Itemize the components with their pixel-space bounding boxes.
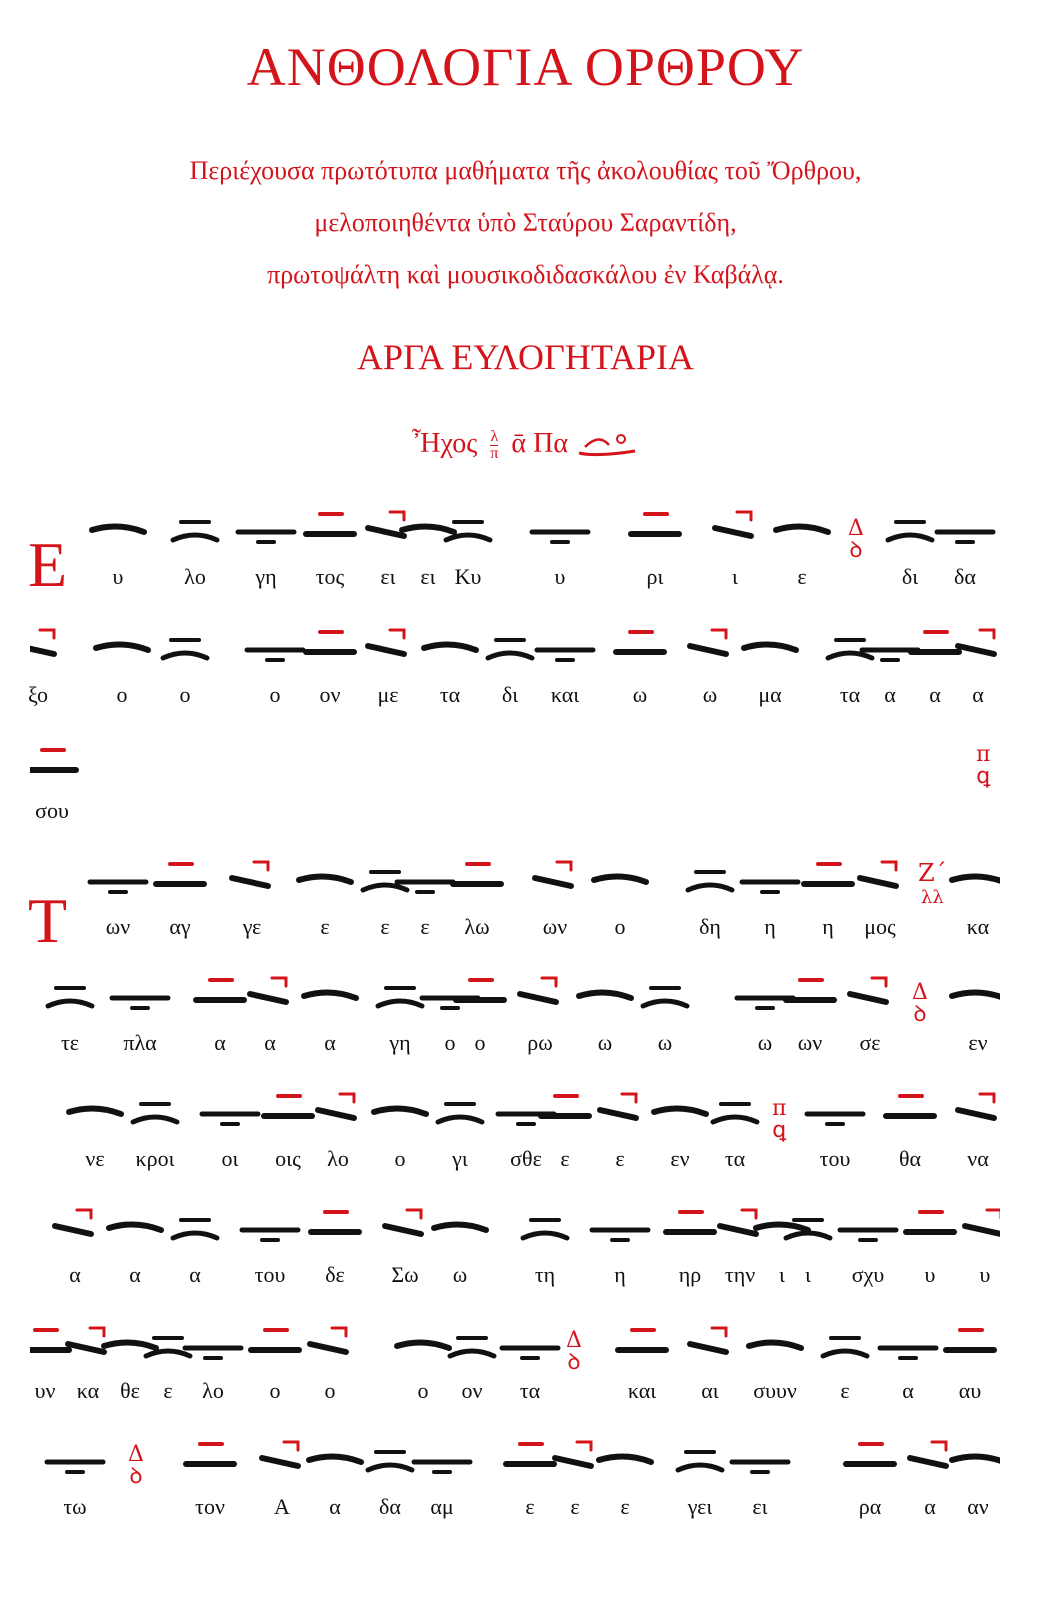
neume-stroke [786,1233,830,1238]
lyric-line-3 [30,798,1000,832]
neume-stroke [30,646,54,654]
martyria-delta-1: Δ ꝺ [848,516,864,563]
martyria-delta-4: Δ ꝺ [128,1442,144,1489]
lyric-syllable: και [550,682,580,707]
lyric-syllable: δα [379,1494,401,1519]
neume-stroke [310,1344,346,1352]
neume-stroke [987,1210,1000,1218]
lyric-syllable: γη [255,564,277,589]
lyric-syllable: ε [320,914,330,939]
lyric-syllable: τα [519,1378,541,1403]
neume-staff-4 [30,850,1000,910]
lyric-syllable: οι [221,1146,239,1171]
lyric-syllable: τη [534,1262,556,1287]
lyric-syllable: ο [324,1378,336,1403]
lyric-syllable: α [129,1262,141,1287]
lyric-syllable: ο [179,682,191,707]
neume-stroke [163,653,207,658]
lyric-syllable: λο [202,1378,224,1403]
mode-note: Πα [533,428,568,459]
lyric-syllable: υν [34,1378,56,1403]
lyric-syllable: ο [269,682,281,707]
lyric-syllable: α [972,682,984,707]
lyric-line-7 [30,1262,1000,1296]
lyric-syllable: ον [461,1378,483,1403]
lyric-syllable: ι [779,1262,785,1287]
lyric-syllable: ξο [28,682,48,707]
neume-staff-7 [30,1198,1000,1258]
initial-tau: Τ [28,885,68,956]
lyric-syllable: ρι [646,564,664,589]
neume-stroke [77,1210,91,1218]
lyric-syllable: ο [116,682,128,707]
lyric-syllable: κα [966,914,990,939]
lyric-syllable: η [614,1262,626,1287]
lyric-syllable: τα [724,1146,746,1171]
lyric-syllable: εν [670,1146,690,1171]
neume-stroke [407,1210,421,1218]
lyric-syllable: εν [968,1030,988,1055]
neume-stroke [599,1456,651,1462]
neume-stroke [146,1351,190,1356]
lyric-syllable: γη [389,1030,411,1055]
lyric-syllable: ει [420,564,436,589]
lyric-syllable: ει [752,1494,768,1519]
lyric-line-6 [30,1146,1000,1180]
lyric-syllable: δε [325,1262,345,1287]
lyric-syllable: Α [274,1494,290,1519]
neume-stroke [600,1110,636,1118]
lyric-syllable: ε [420,914,430,939]
neume-stroke [690,646,726,654]
lyric-syllable: ε [620,1494,630,1519]
neume-staff-svg [30,850,1000,910]
lyric-syllable: υ [924,1262,936,1287]
neume-stroke [952,876,1000,882]
lyric-syllable: αν [967,1494,989,1519]
neume-stroke [69,1108,121,1114]
lyric-syllable: ε [840,1378,850,1403]
neume-stroke [424,644,476,650]
lyric-syllable: ω [657,1030,673,1055]
neume-stroke [523,1233,567,1238]
neume-stroke [932,1442,946,1450]
lyric-syllable: σε [859,1030,881,1055]
lyric-syllable: ε [570,1494,580,1519]
lyric-syllable: ο [474,1030,486,1055]
lyric-syllable: υ [979,1262,991,1287]
neume-stroke [776,526,828,532]
lyric-syllable: τα [839,682,861,707]
neume-stroke [385,1226,421,1234]
neume-stroke [958,646,994,654]
lyric-syllable: Σω [391,1262,419,1287]
lyric-syllable: δι [501,682,519,707]
neume-stroke [860,878,896,886]
neume-stroke [542,978,556,986]
lyric-syllable: ω [757,1030,773,1055]
neume-stroke [262,1458,298,1466]
subtitle [0,145,1051,301]
neume-stroke [678,1465,722,1470]
lyric-syllable: λο [184,564,206,589]
neume-staff-9 [30,1430,1000,1490]
neume-stroke [488,653,532,658]
lyric-syllable: α [324,1030,336,1055]
neume-stroke [133,1117,177,1122]
neume-stroke [712,1328,726,1336]
neume-stroke [368,646,404,654]
mode-fraction [490,429,498,462]
lyric-syllable: μος [864,914,896,939]
neume-stroke [390,512,404,520]
lyric-syllable: τα [439,682,461,707]
neume-stroke [446,535,490,540]
lyric-syllable: ε [163,1378,173,1403]
neume-stroke [872,978,886,986]
neume-staff-svg [30,1316,1000,1376]
neume-stroke [299,876,351,882]
lyric-line-4 [30,914,1000,948]
neume-stroke [594,876,646,882]
neume-stroke [397,1342,449,1348]
lyric-syllable: ω [632,682,648,707]
neume-stroke [828,653,872,658]
lyric-syllable: σθε [510,1146,542,1171]
neume-stroke [40,630,54,638]
mode-phthora-icon [575,431,639,461]
lyric-syllable: θα [898,1146,922,1171]
neume-stroke [450,1351,494,1356]
subtitle-line-1: Περιέχουσα πρωτότυπα μαθήματα τῆς ἀκολουθίας τοῦ Ὄρθρου, [189,156,862,185]
neume-stroke [104,1342,156,1348]
neume-stroke [390,630,404,638]
mode-fraction-bottom: π [490,445,499,463]
neume-stroke [952,1456,1000,1462]
neume-stroke [173,535,217,540]
neume-stroke [232,878,268,886]
martyria-zeta: Ζ΄ λλ [918,859,947,908]
neume-staff-6 [30,1082,1000,1142]
neume-stroke [96,644,148,650]
neume-stroke [720,1226,756,1234]
lyric-syllable: Κυ [454,564,482,589]
neume-stroke [304,992,356,998]
neume-stroke [749,1342,801,1348]
neume-stroke [535,878,571,886]
lyric-syllable: κροι [135,1146,175,1171]
neume-stroke [434,1224,486,1230]
lyric-syllable: ο [394,1146,406,1171]
lyric-syllable: μα [758,682,782,707]
neume-stroke [284,1442,298,1450]
neume-stroke [92,526,144,532]
lyric-syllable: ω [702,682,718,707]
lyric-syllable: συυν [753,1378,797,1403]
lyric-syllable: α [214,1030,226,1055]
mode-fraction-top: λ [490,428,499,446]
neume-stroke [742,1210,756,1218]
lyric-syllable: ρω [527,1030,553,1055]
lyric-syllable: γει [687,1494,713,1519]
neume-stroke [555,1458,591,1466]
lyric-line-9 [30,1494,1000,1528]
lyric-syllable: α [329,1494,341,1519]
lyric-syllable: ο [417,1378,429,1403]
lyric-syllable: ε [615,1146,625,1171]
neume-stroke [643,1001,687,1006]
lyric-syllable: τος [315,564,345,589]
lyric-syllable: με [377,682,399,707]
neume-stroke [254,862,268,870]
lyric-syllable: η [822,914,834,939]
lyric-syllable: δι [901,564,919,589]
mode-signature [0,428,1051,462]
lyric-syllable: ο [614,914,626,939]
lyric-syllable: την [724,1262,756,1287]
lyric-syllable: ηρ [678,1262,702,1287]
neume-stroke [756,1224,808,1230]
lyric-syllable: του [254,1262,286,1287]
neume-stroke [850,994,886,1002]
lyric-syllable: ων [542,914,568,939]
section-title: ΑΡΓΑ ΕΥΛΟΓΗΤΑΡΙΑ [357,337,694,377]
lyric-syllable: να [967,1146,989,1171]
neume-stroke [579,992,631,998]
neume-stroke [823,1351,867,1356]
lyric-line-8 [30,1378,1000,1412]
lyric-syllable: ρα [858,1494,882,1519]
neume-stroke [109,1224,161,1230]
neume-stroke [368,528,404,536]
neume-stroke [272,978,286,986]
neume-staff-3 [30,736,1000,796]
lyric-syllable: ε [797,564,807,589]
lyric-syllable: ο [444,1030,456,1055]
lyric-syllable: πλα [123,1030,157,1055]
lyric-line-2 [30,682,1000,716]
lyric-syllable: αγ [169,914,191,939]
neume-stroke [318,1110,354,1118]
neume-stroke [712,630,726,638]
neume-stroke [622,1094,636,1102]
lyric-syllable: του [819,1146,851,1171]
neume-stroke [688,885,732,890]
lyric-syllable: ι [805,1262,811,1287]
neume-staff-svg [30,1082,1000,1142]
lyric-syllable: ε [560,1146,570,1171]
lyric-syllable: αυ [958,1378,982,1403]
lyric-syllable: ει [380,564,396,589]
lyric-syllable: η [764,914,776,939]
martyria-pi-2: π ꝗ [772,1096,787,1143]
neume-stroke [965,1226,1000,1234]
subtitle-line-2: μελοποιηθέντα ὑπὸ Σταύρου Σαραντίδη, [314,208,737,237]
neume-stroke [952,992,1000,998]
lyric-syllable: α [189,1262,201,1287]
lyric-syllable: δη [699,914,721,939]
lyric-syllable: ω [597,1030,613,1055]
lyric-syllable: θε [120,1378,140,1403]
lyric-syllable: δα [954,564,976,589]
lyric-syllable: τε [60,1030,80,1055]
neume-stroke [910,1458,946,1466]
neume-stroke [250,994,286,1002]
mode-word: Ἦχος [412,428,478,459]
lyric-syllable: α [264,1030,276,1055]
lyric-syllable: ι [732,564,738,589]
neume-stroke [958,1110,994,1118]
lyric-line-5 [30,1030,1000,1064]
neume-stroke [888,535,932,540]
lyric-syllable: αμ [430,1494,454,1519]
martyria-delta-3: Δ ꝺ [566,1328,582,1375]
neume-stroke [340,1094,354,1102]
lyric-syllable: ω [452,1262,468,1287]
neume-stroke [577,1442,591,1450]
lyric-syllable: νε [85,1146,105,1171]
neume-stroke [980,1094,994,1102]
lyric-syllable: ων [797,1030,823,1055]
lyric-syllable: ο [269,1378,281,1403]
martyria-pi-1: π ꝗ [976,742,991,789]
martyria-delta-2: Δ ꝺ [912,980,928,1027]
lyric-syllable: τω [63,1494,87,1519]
neume-stroke [374,1108,426,1114]
neume-stroke [737,512,751,520]
neume-stroke [55,1226,91,1234]
lyric-syllable: ων [105,914,131,939]
neume-staff-8 [30,1316,1000,1376]
lyric-syllable: α [929,682,941,707]
neume-staff-2 [30,618,1000,678]
lyric-syllable: σχυ [851,1262,885,1287]
lyric-syllable: α [69,1262,81,1287]
neume-staff-svg [30,736,1000,796]
lyric-syllable: κα [76,1378,100,1403]
neume-stroke [882,862,896,870]
neume-stroke [90,1328,104,1336]
neume-stroke [744,644,796,650]
lyric-syllable: υ [554,564,566,589]
neume-stroke [332,1328,346,1336]
neume-stroke [378,1001,422,1006]
neume-stroke [173,1233,217,1238]
lyric-syllable: οις [275,1146,301,1171]
neume-stroke [715,528,751,536]
neume-stroke [68,1344,104,1352]
neume-staff-5 [30,966,1000,1026]
lyric-syllable: λο [327,1146,349,1171]
lyric-syllable: α [924,1494,936,1519]
neume-stroke [520,994,556,1002]
lyric-syllable: γι [452,1146,468,1171]
neume-staff-svg [30,1430,1000,1490]
neume-stroke [980,630,994,638]
lyric-syllable: και [627,1378,657,1403]
neume-stroke [363,885,407,890]
lyric-syllable: γε [242,914,262,939]
neume-stroke [309,1456,361,1462]
initial-epsilon: Ε [28,529,68,600]
neume-stroke [713,1117,757,1122]
lyric-syllable: ον [319,682,341,707]
lyric-syllable: σου [35,798,69,823]
neume-stroke [368,1465,412,1470]
neume-staff-svg [30,966,1000,1026]
neume-stroke [557,862,571,870]
neume-stroke [438,1117,482,1122]
lyric-syllable: α [884,682,896,707]
mode-sign: ᾱ [511,428,527,459]
lyric-syllable: τον [195,1494,225,1519]
lyric-syllable: αι [701,1378,719,1403]
lyric-syllable: υ [112,564,124,589]
lyric-syllable: λω [464,914,490,939]
neume-staff-svg [30,618,1000,678]
neume-staff-svg [30,1198,1000,1258]
subtitle-line-3: πρωτοψάλτη καὶ μουσικοδιδασκάλου ἐν Καβάλᾳ. [267,260,784,289]
neume-stroke [654,1108,706,1114]
neume-stroke [690,1344,726,1352]
lyric-line-1 [30,564,1000,598]
lyric-syllable: α [902,1378,914,1403]
neume-stroke [48,1001,92,1006]
neume-stroke [402,526,454,532]
page-title: ΑΝΘΟΛΟΓΙΑ ΟΡΘΡΟΥ [246,37,805,97]
lyric-syllable: ε [380,914,390,939]
lyric-syllable: ε [525,1494,535,1519]
